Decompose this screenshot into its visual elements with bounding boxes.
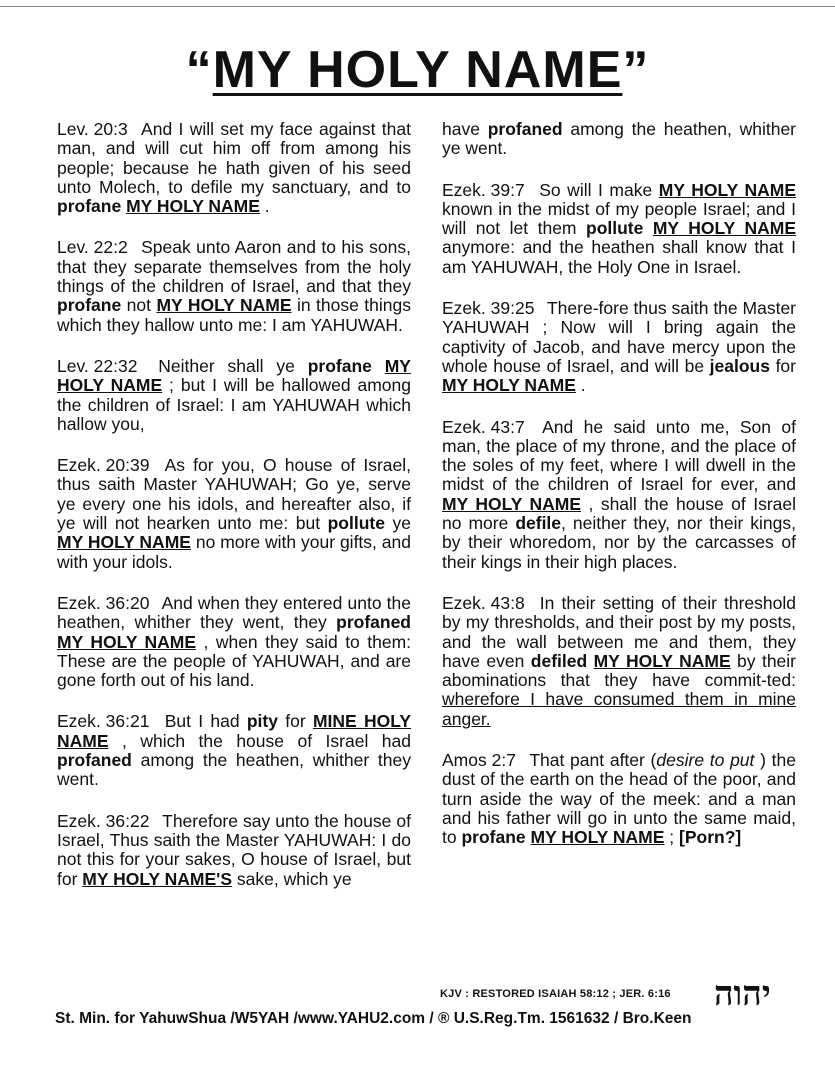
verse-block [57, 238, 411, 334]
verse-text: As for you, O house of Israel, thus saith Master YAHUWAH; Go ye, serve ye every one his idols, and hereafter also, if ye will not hearken unto me: but [57, 455, 411, 534]
verse-block [57, 120, 411, 216]
bold-word: profaned [57, 750, 132, 771]
holy-name-emphasis: MINE HOLY NAME [57, 711, 411, 751]
verse-text: And he said unto me, Son of man, the place of my throne, and the place of the soles of my feet, where I will dwell in the midst of the children of Israel for ever, and [442, 416, 796, 495]
verse-text: among the heathen, whither ye went. [442, 119, 796, 159]
holy-name-emphasis: MY HOLY NAME [593, 650, 731, 671]
verse-text: . [575, 375, 586, 396]
bold-word: profaned [487, 119, 563, 139]
verse-block [442, 594, 796, 729]
verse-block [442, 181, 796, 277]
holy-name-emphasis: MY HOLY NAME [658, 179, 796, 200]
bold-word: profane [307, 355, 372, 376]
holy-name-emphasis: MY HOLY NAME [530, 827, 665, 848]
verse-text: wherefore I have consumed them in mine anger. [442, 689, 796, 729]
top-rule [0, 6, 835, 7]
title-name: MY HOLY NAME [212, 41, 623, 99]
hebrew-name: יהוה [714, 974, 771, 1014]
verse-text: for [277, 711, 313, 732]
verse-text: not [121, 295, 157, 316]
right-column [442, 120, 796, 870]
holy-name-emphasis: MY HOLY NAME [156, 295, 292, 316]
verse-reference: Ezek. 39:25 [442, 298, 535, 319]
verse-text: Neither shall ye [145, 355, 308, 376]
bold-word: pollute [586, 218, 644, 239]
verse-text: by their abominations that they have commit-ted: [442, 650, 797, 691]
verse-block [57, 712, 411, 789]
bold-word: profane [461, 827, 526, 848]
verse-text: In their setting of their threshold by my thresholds, and their post by my posts, and the wall between me and them, they have even [442, 592, 796, 671]
verse-text: But I had [157, 711, 247, 732]
verse-block [57, 357, 411, 434]
holy-name-emphasis: MY HOLY NAME [57, 532, 191, 553]
verse-text: , when they said to them: These are the people of YAHUWAH, and are gone forth out of his land. [57, 631, 412, 691]
verse-text: ye [384, 513, 411, 534]
verse-text: have [442, 119, 488, 139]
verse-text: , which the house of Israel had [108, 730, 411, 751]
verse-text: no more with your gifts, and with your idols. [57, 532, 412, 572]
verse-block [442, 751, 796, 847]
verse-text: anymore: and the heathen shall know that I am YAHUWAH, the Holy One in Israel. [442, 237, 796, 277]
bold-word: pollute [327, 513, 385, 534]
holy-name-emphasis: MY HOLY NAME [442, 375, 576, 396]
footer-reference: KJV : RESTORED ISAIAH 58:12 ; JER. 6:16 [440, 988, 671, 1000]
verse-block [442, 120, 796, 159]
holy-name-emphasis: MY HOLY NAME [652, 218, 796, 239]
bold-word: [Porn?] [679, 827, 742, 848]
verse-text: sake, which ye [232, 868, 352, 889]
verse-text: for [769, 355, 796, 376]
verse-reference: Ezek. 43:8 [442, 592, 525, 613]
verse-reference: Lev. 22:32 [57, 355, 138, 376]
verse-text: , shall the house of Israel no more [442, 493, 797, 534]
verse-text: . [259, 196, 270, 217]
bold-word: defile [515, 513, 562, 534]
page-title [0, 40, 835, 100]
verse-reference: Ezek. 36:20 [57, 592, 150, 613]
bold-word: defiled [530, 650, 588, 671]
holy-name-emphasis: MY HOLY NAME'S [82, 868, 233, 889]
verse-text: There-fore thus saith the Master YAHUWAH ; Now will I bring again the captivity of Jacob, and have mercy upon the whole house of Israel, and will be [442, 298, 796, 376]
verse-block [442, 299, 796, 395]
verse-reference: Lev. 22:2 [57, 237, 128, 258]
title-close-quote: ” [622, 41, 650, 99]
verse-text: And I will set my face against that man, and will cut him off from among his people; because he hath given of his seed unto Molech, to defile my sanctuary, and to [57, 119, 411, 197]
verse-reference: Ezek. 36:22 [57, 810, 150, 831]
holy-name-emphasis: MY HOLY NAME [126, 196, 260, 217]
verse-text: ; [664, 827, 679, 848]
verse-text: ) the dust of the earth on the head of the poor, and turn aside the way of the meek: and a man and his father will go in unto the same maid, to [442, 750, 796, 848]
holy-name-emphasis: MY HOLY NAME [57, 631, 197, 652]
title-open-quote: “ [185, 41, 213, 99]
verse-text: That pant after ( [523, 750, 657, 771]
bold-word: profane [57, 196, 122, 217]
verse-reference: Ezek. 36:21 [57, 711, 150, 732]
verse-text [372, 356, 385, 376]
bold-word: profaned [336, 612, 411, 633]
verse-text: Therefore say unto the house of Israel, Thus saith the Master YAHUWAH: I do not this for your sakes, O house of Israel, but for [57, 810, 411, 889]
verse-text: desire to put [656, 750, 755, 771]
verse-reference: Ezek. 20:39 [57, 455, 150, 476]
left-column [57, 120, 411, 911]
verse-text: in those things which they hallow unto me: I am YAHUWAH. [57, 295, 411, 335]
footer-credits: St. Min. for YahuwShua /W5YAH /www.YAHU2.com / ® U.S.Reg.Tm. 1561632 / Bro.Keen [55, 1010, 692, 1027]
verse-reference: Lev. 20:3 [57, 119, 128, 139]
holy-name-emphasis: MY HOLY NAME [57, 355, 411, 396]
verse-block [57, 594, 411, 690]
holy-name-emphasis: MY HOLY NAME [442, 493, 582, 514]
verse-reference: Ezek. 39:7 [442, 179, 525, 200]
verse-text: known in the midst of my people Israel; and I will not let them [442, 198, 796, 239]
verse-text: And when they entered unto the heathen, whither they went, they [57, 592, 411, 633]
verse-text: among the heathen, whither they went. [57, 750, 411, 790]
verse-text: , neither they, nor their kings, by their whoredom, nor by the carcasses of their kings in their high places. [442, 513, 797, 572]
bold-word: pity [246, 711, 278, 732]
bold-word: jealous [709, 355, 770, 376]
verse-text: Speak unto Aaron and to his sons, that they separate themselves from the holy things of the children of Israel, and that they [57, 237, 411, 297]
verse-reference: Amos 2:7 [442, 750, 516, 771]
verse-block [57, 812, 411, 889]
verse-block [442, 418, 796, 572]
verse-text: So will I make [532, 179, 659, 200]
verse-block [57, 456, 411, 572]
verse-text [643, 218, 653, 238]
verse-reference: Ezek. 43:7 [442, 416, 525, 437]
verse-text: ; but I will be hallowed among the children of Israel: I am YAHUWAH which hallow you, [57, 375, 411, 434]
bold-word: profane [57, 295, 122, 316]
